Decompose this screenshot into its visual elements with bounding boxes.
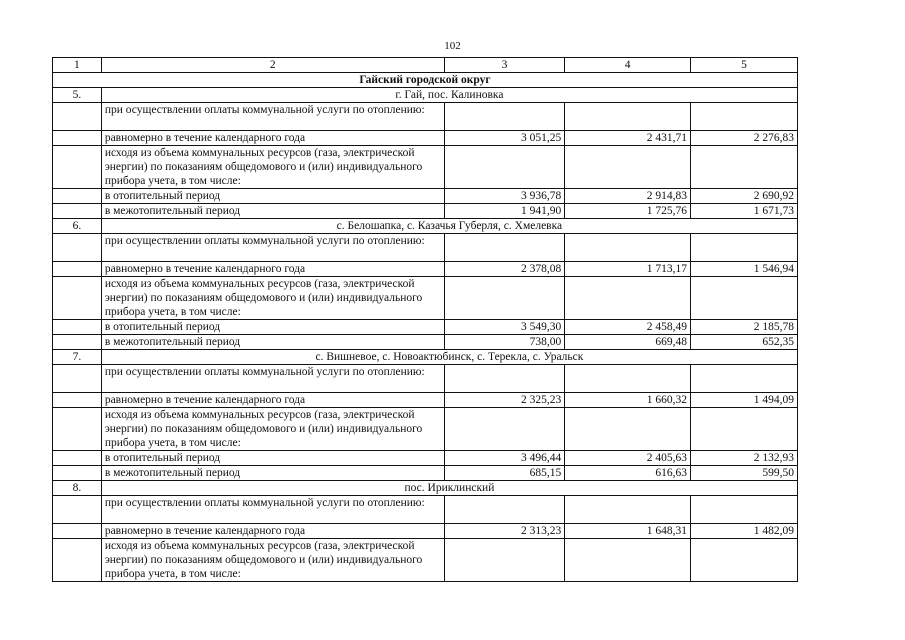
value-col-4: 2 914,83: [565, 189, 691, 204]
value-col-5: 1 546,94: [690, 262, 797, 277]
value-col-5: 1 494,09: [690, 393, 797, 408]
table-row: [53, 146, 798, 189]
row-number-cell: [53, 262, 102, 277]
table-row: [53, 277, 798, 320]
value-col-4: [565, 277, 691, 320]
section-header-row: [53, 350, 798, 365]
row-number-cell: [53, 408, 102, 451]
row-label: в отопительный период: [101, 451, 444, 466]
table-row: [53, 234, 798, 262]
page-number: 102: [444, 40, 461, 52]
value-col-5: [690, 539, 797, 582]
value-col-4: 2 431,71: [565, 131, 691, 146]
value-col-3: 2 313,23: [444, 524, 565, 539]
value-col-4: [565, 103, 691, 131]
value-col-5: 1 671,73: [690, 204, 797, 219]
row-label: исходя из объема коммунальных ресурсов (газа, электрической энергии) по показаниям общедомового и (или) индивидуального прибора учета, в том числе:: [101, 146, 444, 189]
row-label: исходя из объема коммунальных ресурсов (газа, электрической энергии) по показаниям общедомового и (или) индивидуального прибора учета, в том числе:: [101, 539, 444, 582]
value-col-4: 1 660,32: [565, 393, 691, 408]
value-col-3: [444, 234, 565, 262]
column-number-1: 1: [53, 58, 102, 73]
table-row: [53, 451, 798, 466]
value-col-3: 2 325,23: [444, 393, 565, 408]
value-col-3: [444, 103, 565, 131]
value-col-3: [444, 146, 565, 189]
column-number-row: [53, 58, 798, 73]
row-number-cell: [53, 524, 102, 539]
value-col-3: 2 378,08: [444, 262, 565, 277]
row-number-cell: [53, 277, 102, 320]
table-row: [53, 320, 798, 335]
section-place: с. Вишневое, с. Новоактюбинск, с. Терекла, с. Уральск: [101, 350, 797, 365]
row-number-cell: [53, 539, 102, 582]
column-number-2: 2: [101, 58, 444, 73]
value-col-4: [565, 496, 691, 524]
value-col-3: [444, 408, 565, 451]
district-title-row: [53, 73, 798, 88]
value-col-3: 3 496,44: [444, 451, 565, 466]
value-col-3: [444, 365, 565, 393]
value-col-4: 1 648,31: [565, 524, 691, 539]
row-label: в межотопительный период: [101, 335, 444, 350]
table-row: [53, 131, 798, 146]
table-row: [53, 204, 798, 219]
value-col-3: [444, 496, 565, 524]
row-label: исходя из объема коммунальных ресурсов (газа, электрической энергии) по показаниям общедомового и (или) индивидуального прибора учета, в том числе:: [101, 277, 444, 320]
value-col-5: [690, 234, 797, 262]
value-col-4: [565, 234, 691, 262]
row-label: в межотопительный период: [101, 204, 444, 219]
value-col-3: 738,00: [444, 335, 565, 350]
table-row: [53, 496, 798, 524]
section-number: 5.: [53, 88, 102, 103]
value-col-3: 3 549,30: [444, 320, 565, 335]
value-col-4: [565, 539, 691, 582]
row-number-cell: [53, 234, 102, 262]
row-label: в отопительный период: [101, 189, 444, 204]
row-label: равномерно в течение календарного года: [101, 131, 444, 146]
row-label: при осуществлении оплаты коммунальной услуги по отоплению:: [101, 234, 444, 262]
section-header-row: [53, 481, 798, 496]
row-number-cell: [53, 466, 102, 481]
value-col-4: [565, 146, 691, 189]
value-col-5: [690, 408, 797, 451]
row-label: при осуществлении оплаты коммунальной услуги по отоплению:: [101, 103, 444, 131]
tariff-table: [52, 57, 798, 582]
section-place: с. Белошапка, с. Казачья Губерля, с. Хмелевка: [101, 219, 797, 234]
value-col-4: 2 405,63: [565, 451, 691, 466]
value-col-4: 669,48: [565, 335, 691, 350]
table-row: [53, 103, 798, 131]
value-col-4: 1 713,17: [565, 262, 691, 277]
value-col-4: 1 725,76: [565, 204, 691, 219]
table-row: [53, 539, 798, 582]
column-number-4: 4: [565, 58, 691, 73]
table-row: [53, 408, 798, 451]
value-col-3: 685,15: [444, 466, 565, 481]
table-row: [53, 262, 798, 277]
row-label: равномерно в течение календарного года: [101, 524, 444, 539]
table-row: [53, 524, 798, 539]
table-row: [53, 466, 798, 481]
row-number-cell: [53, 451, 102, 466]
row-label: исходя из объема коммунальных ресурсов (газа, электрической энергии) по показаниям общедомового и (или) индивидуального прибора учета, в том числе:: [101, 408, 444, 451]
section-place: г. Гай, пос. Калиновка: [101, 88, 797, 103]
row-number-cell: [53, 131, 102, 146]
section-number: 7.: [53, 350, 102, 365]
section-header-row: [53, 88, 798, 103]
table-row: [53, 335, 798, 350]
value-col-3: 3 051,25: [444, 131, 565, 146]
tariff-table-body: [53, 58, 798, 582]
value-col-4: [565, 365, 691, 393]
value-col-3: 3 936,78: [444, 189, 565, 204]
row-number-cell: [53, 393, 102, 408]
row-label: в отопительный период: [101, 320, 444, 335]
value-col-3: [444, 539, 565, 582]
district-title: Гайский городской округ: [53, 73, 798, 88]
value-col-3: [444, 277, 565, 320]
value-col-5: [690, 365, 797, 393]
value-col-5: 2 185,78: [690, 320, 797, 335]
row-label: при осуществлении оплаты коммунальной услуги по отоплению:: [101, 496, 444, 524]
value-col-4: [565, 408, 691, 451]
row-label: равномерно в течение календарного года: [101, 393, 444, 408]
table-row: [53, 189, 798, 204]
section-place: пос. Ириклинский: [101, 481, 797, 496]
row-number-cell: [53, 103, 102, 131]
value-col-5: 599,50: [690, 466, 797, 481]
table-row: [53, 393, 798, 408]
row-number-cell: [53, 496, 102, 524]
column-number-5: 5: [690, 58, 797, 73]
value-col-4: 616,63: [565, 466, 691, 481]
value-col-3: 1 941,90: [444, 204, 565, 219]
value-col-5: [690, 496, 797, 524]
row-number-cell: [53, 146, 102, 189]
section-number: 6.: [53, 219, 102, 234]
section-number: 8.: [53, 481, 102, 496]
row-label: при осуществлении оплаты коммунальной услуги по отоплению:: [101, 365, 444, 393]
row-number-cell: [53, 204, 102, 219]
value-col-5: [690, 277, 797, 320]
value-col-5: [690, 103, 797, 131]
value-col-4: 2 458,49: [565, 320, 691, 335]
value-col-5: 2 690,92: [690, 189, 797, 204]
row-number-cell: [53, 365, 102, 393]
section-header-row: [53, 219, 798, 234]
row-number-cell: [53, 320, 102, 335]
column-number-3: 3: [444, 58, 565, 73]
value-col-5: 2 276,83: [690, 131, 797, 146]
value-col-5: 1 482,09: [690, 524, 797, 539]
value-col-5: 652,35: [690, 335, 797, 350]
row-number-cell: [53, 189, 102, 204]
row-label: равномерно в течение календарного года: [101, 262, 444, 277]
row-label: в межотопительный период: [101, 466, 444, 481]
value-col-5: [690, 146, 797, 189]
row-number-cell: [53, 335, 102, 350]
value-col-5: 2 132,93: [690, 451, 797, 466]
table-row: [53, 365, 798, 393]
